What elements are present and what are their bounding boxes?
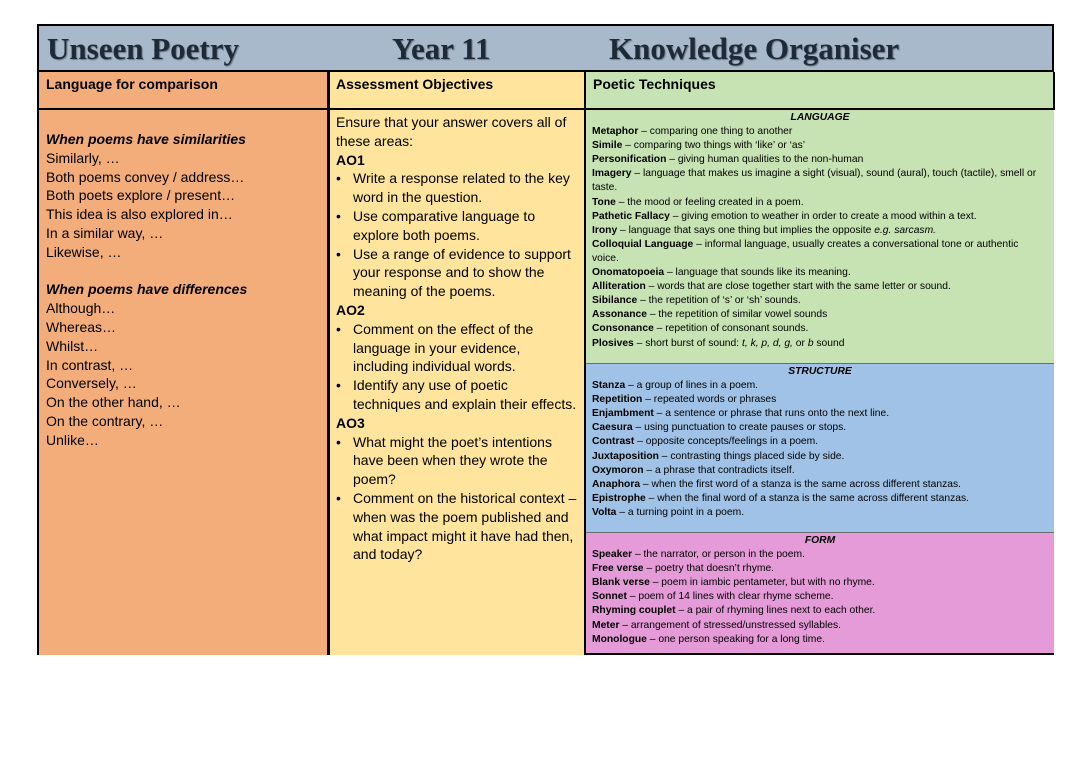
definition-item: Anaphora – when the first word of a stanza is the same across different stanzas. <box>592 478 961 490</box>
comparison-body <box>39 110 327 450</box>
similarities-heading: When poems have similarities <box>46 131 246 147</box>
definition-item: Speaker – the narrator, or person in the poem. <box>592 549 805 561</box>
phrase: On the other hand, … <box>46 394 181 411</box>
definition-item: Sibilance – the repetition of ‘s’ or ‘sh’ sounds. <box>592 295 801 307</box>
form-section <box>586 533 1054 653</box>
assessment-intro: Ensure that your answer covers all of these areas: <box>336 114 567 149</box>
definition-item: Contrast – opposite concepts/feelings in a poem. <box>592 436 819 448</box>
title-unseen-poetry: Unseen Poetry <box>47 31 239 66</box>
definition-item: Free verse – poetry that doesn’t rhyme. <box>592 563 775 575</box>
definition-item: Simile – comparing two things with ‘like’ or ‘as’ <box>592 140 806 152</box>
list-item: • Comment on the effect of the language in your evidence, including individual words. <box>336 320 534 375</box>
definition-item: Colloquial Language – informal language, usually creates a conversational tone or authentic voice. <box>592 238 1019 264</box>
assessment-heading: Assessment Objectives <box>330 72 584 110</box>
definition-item: Irony – language that says one thing but implies the opposite e.g. sarcasm. <box>592 224 937 236</box>
phrase: Conversely, … <box>46 375 137 392</box>
techniques-heading: Poetic Techniques <box>586 72 1055 110</box>
definition-item: Rhyming couplet – a pair of rhyming lines next to each other. <box>592 605 876 617</box>
comparison-heading: Language for comparison <box>39 72 327 110</box>
phrase: Unlike… <box>46 431 99 448</box>
phrase: On the contrary, … <box>46 412 164 429</box>
definition-item: Enjambment – a sentence or phrase that runs onto the next line. <box>592 408 890 420</box>
list-item: • Write a response related to the key word in the question. <box>336 170 570 206</box>
definition-item: Monologue – one person speaking for a long time. <box>592 633 825 645</box>
definition-item: Metaphor – comparing one thing to another <box>592 126 793 138</box>
definition-item: Oxymoron – a phrase that contradicts itself. <box>592 464 795 476</box>
phrase: Although… <box>46 300 116 317</box>
list-item: • Comment on the historical context – when was the poem published and what impact might it have had then, and today? <box>336 489 577 563</box>
definition-item: Assonance – the repetition of similar vowel sounds <box>592 309 828 321</box>
knowledge-organiser-sheet <box>37 24 1054 655</box>
list-item: • What might the poet’s intentions have been when they wrote the poem? <box>336 433 552 488</box>
language-section <box>586 110 1054 364</box>
ao2-list <box>336 320 578 414</box>
definition-item: Pathetic Fallacy – giving emotion to weather in order to create a mood within a text. <box>592 210 977 222</box>
title-year: Year 11 <box>392 31 491 66</box>
definition-item: Caesura – using punctuation to create pauses or stops. <box>592 422 847 434</box>
comparison-column <box>39 72 330 655</box>
list-item: • Use a range of evidence to support your response and to show the meaning of the poems. <box>336 245 571 300</box>
phrase: Likewise, … <box>46 243 122 260</box>
definition-item: Alliteration – words that are close together start with the same letter or sound. <box>592 281 951 293</box>
ao1-list <box>336 169 578 301</box>
definition-item: Tone – the mood or feeling created in a poem. <box>592 196 804 208</box>
phrase: Both poems convey / address… <box>46 168 245 185</box>
title-knowledge-organiser: Knowledge Organiser <box>609 31 900 66</box>
definition-item: Consonance – repetition of consonant sounds. <box>592 323 809 335</box>
ao2-label: AO2 <box>336 301 365 318</box>
definition-item: Epistrophe – when the final word of a stanza is the same across different stanzas. <box>592 492 969 504</box>
definition-item: Plosives – short burst of sound: t, k, p, d, g, or b sound <box>592 337 845 349</box>
definition-item: Meter – arrangement of stressed/unstressed syllables. <box>592 619 841 631</box>
title-bar <box>39 26 1052 72</box>
definition-item: Repetition – repeated words or phrases <box>592 394 777 406</box>
definition-item: Imagery – language that makes us imagine a sight (visual), sound (aural), touch (tactile), smell or taste. <box>592 168 1037 194</box>
phrase: In contrast, … <box>46 356 134 373</box>
phrase: Similarly, … <box>46 149 120 166</box>
definition-item: Sonnet – poem of 14 lines with clear rhyme scheme. <box>592 591 834 603</box>
structure-section <box>586 364 1054 533</box>
ao1-label: AO1 <box>336 151 365 168</box>
definition-item: Onomatopoeia – language that sounds like its meaning. <box>592 267 851 279</box>
assessment-column <box>330 72 586 655</box>
list-item: • Use comparative language to explore both poems. <box>336 207 536 243</box>
assessment-body <box>330 110 584 564</box>
ao3-list <box>336 433 578 565</box>
phrase: In a similar way, … <box>46 224 164 241</box>
phrase: Whereas… <box>46 318 117 335</box>
phrase: Both poets explore / present… <box>46 187 236 204</box>
definition-item: Juxtaposition – contrasting things placed side by side. <box>592 450 845 462</box>
ao3-label: AO3 <box>336 414 365 431</box>
definition-item: Blank verse – poem in iambic pentameter, but with no rhyme. <box>592 577 875 589</box>
definition-item: Stanza – a group of lines in a poem. <box>592 380 759 392</box>
similarities-list <box>46 149 320 262</box>
phrase: Whilst… <box>46 337 99 354</box>
techniques-column <box>586 72 1052 655</box>
differences-heading: When poems have differences <box>46 281 248 298</box>
definition-item: Volta – a turning point in a poem. <box>592 506 745 518</box>
language-title: LANGUAGE <box>790 112 850 123</box>
structure-title: STRUCTURE <box>788 366 852 377</box>
list-item: • Identify any use of poetic techniques and explain their effects. <box>336 377 577 412</box>
phrase: This idea is also explored in… <box>46 206 233 223</box>
definition-item: Personification – giving human qualities to the non-human <box>592 154 864 166</box>
differences-list <box>46 299 320 449</box>
form-title: FORM <box>804 535 836 546</box>
